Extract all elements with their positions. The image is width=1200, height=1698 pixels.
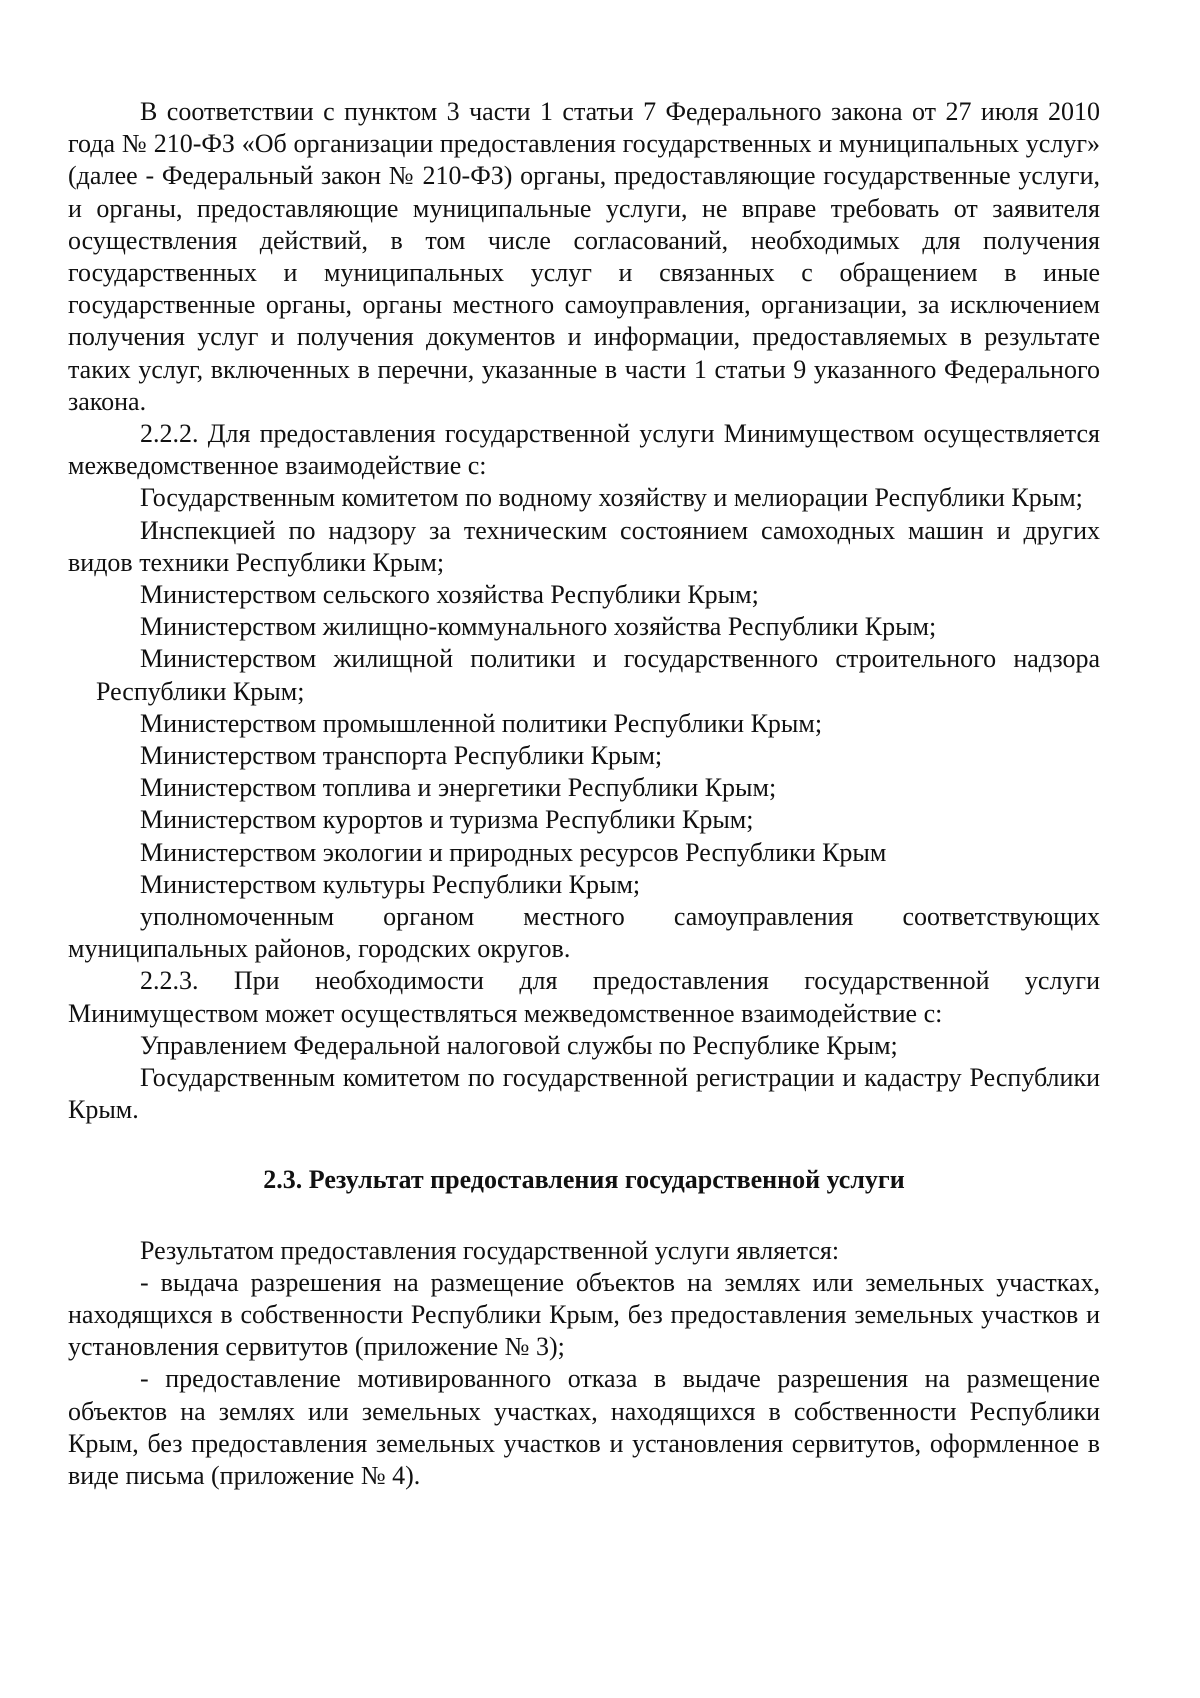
paragraph-resorts: Министерством курортов и туризма Республики Крым; bbox=[140, 805, 754, 835]
paragraph-local-authority: уполномоченным органом местного самоуправления соответствующих муниципальных районов, городских округов. bbox=[68, 902, 1100, 964]
paragraph-registration-committee: Государственным комитетом по государственной регистрации и кадастру Республики Крым. bbox=[68, 1063, 1100, 1125]
paragraph-result-permit: - выдача разрешения на размещение объектов на землях или земельных участках, находящихся в собственности Республики Крым, без предоставления земельных участков и установления сервитутов (приложение № 3); bbox=[68, 1267, 1100, 1362]
paragraph-housing-policy: Министерством жилищной политики и государственного строительного надзора Республики Крым; bbox=[96, 644, 1100, 706]
paragraph-result-refusal: - предоставление мотивированного отказа в выдаче разрешения на размещение объектов на землях или земельных участках, находящихся в собственности Республики Крым, без предоставления земельных участков и установления сервитутов, оформленное в виде письма (приложение № 4). bbox=[68, 1364, 1100, 1490]
paragraph-transport: Министерством транспорта Республики Крым; bbox=[140, 741, 663, 771]
paragraph-ecology: Министерством экологии и природных ресурсов Республики Крым bbox=[140, 837, 887, 867]
paragraph-water-committee: Государственным комитетом по водному хозяйству и мелиорации Республики Крым; bbox=[140, 483, 1083, 513]
paragraph-culture: Министерством культуры Республики Крым; bbox=[140, 869, 641, 899]
paragraph-2-2-3: 2.2.3. При необходимости для предоставления государственной услуги Минимуществом может осуществляться межведомственное взаимодействие с: bbox=[68, 966, 1100, 1028]
paragraph-agriculture: Министерством сельского хозяйства Республики Крым; bbox=[140, 580, 759, 610]
section-heading: 2.3. Результат предоставления государственной услуги bbox=[263, 1164, 905, 1194]
paragraph-inspection: Инспекцией по надзору за техническим состоянием самоходных машин и других видов техники Республики Крым; bbox=[68, 515, 1100, 577]
paragraph-result-intro: Результатом предоставления государственной услуги является: bbox=[140, 1235, 840, 1265]
paragraph-housing-utilities: Министерством жилищно-коммунального хозяйства Республики Крым; bbox=[140, 612, 937, 642]
paragraph-industry: Министерством промышленной политики Республики Крым; bbox=[140, 708, 823, 738]
paragraph-federal-law: В соответствии с пунктом 3 части 1 статьи 7 Федерального закона от 27 июля 2010 года № 210-ФЗ «Об организации предоставления государственных и муниципальных услуг» (далее - Федеральный закон № 210-ФЗ) органы, предоставляющие государственные услуги, и органы, предоставляющие муниципальные услуги, не вправе требовать от заявителя осуществления действий, в том числе согласований, необходимых для получения государственных и муниципальных услуг и связанных с обращением в иные государственные органы, органы местного самоуправления, организации, за исключением получения услуг и получения документов и информации, предоставляемых в результате таких услуг, включенных в перечни, указанные в части 1 статьи 9 указанного Федерального закона. bbox=[68, 97, 1100, 416]
paragraph-energy: Министерством топлива и энергетики Республики Крым; bbox=[140, 773, 777, 803]
paragraph-tax-service: Управлением Федеральной налоговой службы по Республике Крым; bbox=[140, 1030, 898, 1060]
paragraph-2-2-2: 2.2.2. Для предоставления государственной услуги Минимуществом осуществляется межведомственное взаимодействие с: bbox=[68, 419, 1100, 481]
